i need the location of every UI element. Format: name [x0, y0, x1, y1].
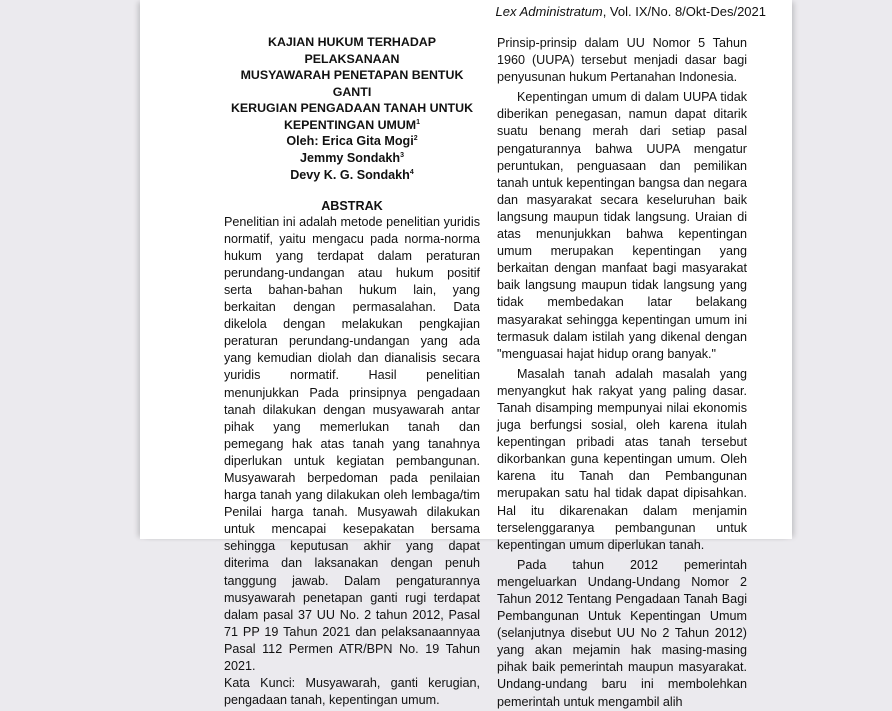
author-name: Devy K. G. Sondakh: [290, 168, 410, 183]
author-name: Jemmy Sondakh: [300, 151, 401, 166]
footnote-marker[interactable]: 1: [416, 118, 421, 126]
keywords-text: Musyawarah, ganti kerugian, pengadaan tanah, kepentingan umum.: [224, 676, 480, 708]
abstract-heading: ABSTRAK: [321, 198, 383, 213]
article-title-line: KAJIAN HUKUM TERHADAP PELAKSANAAN: [268, 35, 436, 66]
authors: [224, 133, 480, 185]
article-title-line: MUSYAWARAH PENETAPAN BENTUK GANTI: [240, 68, 464, 99]
article-title-line: KEPENTINGAN UMUM$^1$: [283, 117, 421, 132]
author-line: [224, 150, 480, 167]
document-page: [140, 0, 792, 709]
author-name: Erica Gita Mogi: [322, 134, 414, 148]
footnote-marker[interactable]: 2: [413, 135, 418, 142]
journal-issue: , Vol. IX/No. 8/Okt-Des/2021: [602, 4, 766, 19]
running-header: [496, 4, 766, 19]
footnote-marker[interactable]: 3: [400, 152, 404, 160]
body-paragraph: Prinsip-prinsip dalam UU Nomor 5 Tahun 1960 (UUPA) tersebut menjadi dasar bagi penyusunan hukum Pertanahan Indonesia.: [497, 36, 747, 85]
body-paragraph: Pada tahun 2012 pemerintah mengeluarkan Undang-Undang Nomor 2 Tahun 2012 Tentang Pengadaan Tanah Bagi Pembangunan Untuk Kepentingan Umum (selanjutnya disebut UU No 2 Tahun 2012) yang akan mejamin hak masing-masing pihak baik pemerintah maupun masyarakat. Undang-undang baru ini membolehkan pemerintah untuk mengambil alih: [497, 557, 747, 709]
footnote-marker[interactable]: 4: [409, 169, 414, 177]
abstract-body: Penelitian ini adalah metode penelitian yuridis normatif, yaitu mengacu pada norma-norma hukum yang terdapat dalam peraturan perundang-undangan atau hukum positif serta bahan-bahan hukum lain, yang berkaitan dengan permasalahan. Data dikelola dengan melakukan pengkajian peraturan perundang-undangan yang ada yang kemudian diolah dan dianalisis secara yuridis normatif. Hasil penelitian menunjukkan Pada prinsipnya pengadaan tanah dilakukan dengan musyawarah antar pihak yang memerlukan tanah dan pemegang hak atas tanah yang tanahnya diperlukan untuk kegiatan pembangunan. Musyawarah berpedoman pada penilaian harga tanah yang dilakukan oleh lembaga/tim Penilai harga tanah. Musyawah dilakukan untuk mencapai kesepakatan bersama sehingga keputusan akhir yang dapat diterima dan laksanakan dengan penuh tanggung jawab. Dalam pengaturannya musyawarah penetapan ganti rugi terdapat dalam pasal 37 UU No. 2 tahun 2012, Pasal 71 PP 19 Tahun 2021 dan pelaksanaannyaa Pasal 112 Permen ATR/BPN No. 19 Tahun 2021.: [224, 214, 480, 674]
right-column: [497, 35, 747, 711]
body-paragraph: Kepentingan umum di dalam UUPA tidak diberikan penegasan, namun dapat ditarik suatu benang merah dari setiap pasal pengaturannya bahwa UUPA mengatur peruntukan, penguasaan dan pemilikan tanah untuk kepentingan bangsa dan negara dan masyarakat secara keseluruhan baik langsung maupun tidak langsung. Uraian di atas menunjukkan bahwa kepentingan umum merupakan kepentingan yang berkaitan dengan manfaat bagi masyarakat baik langsung maupun tidak langsung yang tidak membedakan latar belakang masyarakat sehingga kepentingan umum ini termasuk dalam istilah yang dikenal dengan "menguasai hajat hidup orang banyak.": [497, 90, 747, 361]
article-title-block: [224, 34, 480, 185]
article-title-line: KERUGIAN PENGADAAN TANAH UNTUK: [230, 101, 474, 115]
left-column: [224, 34, 480, 709]
body-paragraph: Masalah tanah adalah masalah yang menyangkut hak rakyat yang paling dasar. Tanah disamping mempunyai nilai ekonomis juga berfungsi sosial, oleh karena itulah kepentingan pribadi atas tanah tersebut dikorbankan guna kepentingan umum. Oleh karena itu Tanah dan Pembangunan merupakan satu hal tidak dapat dipisahkan. Hal itu dikarenakan dalam menjamin terselenggaranya pembangunan untuk kepentingan umum diperlukan tanah.: [497, 366, 747, 552]
author-line: [224, 167, 480, 184]
keywords: [224, 675, 480, 709]
journal-name: Lex Administratum: [495, 4, 603, 19]
author-line: Oleh: Erica Gita Mogi$^2$: [286, 134, 418, 148]
keywords-label: Kata Kunci:: [224, 676, 296, 691]
